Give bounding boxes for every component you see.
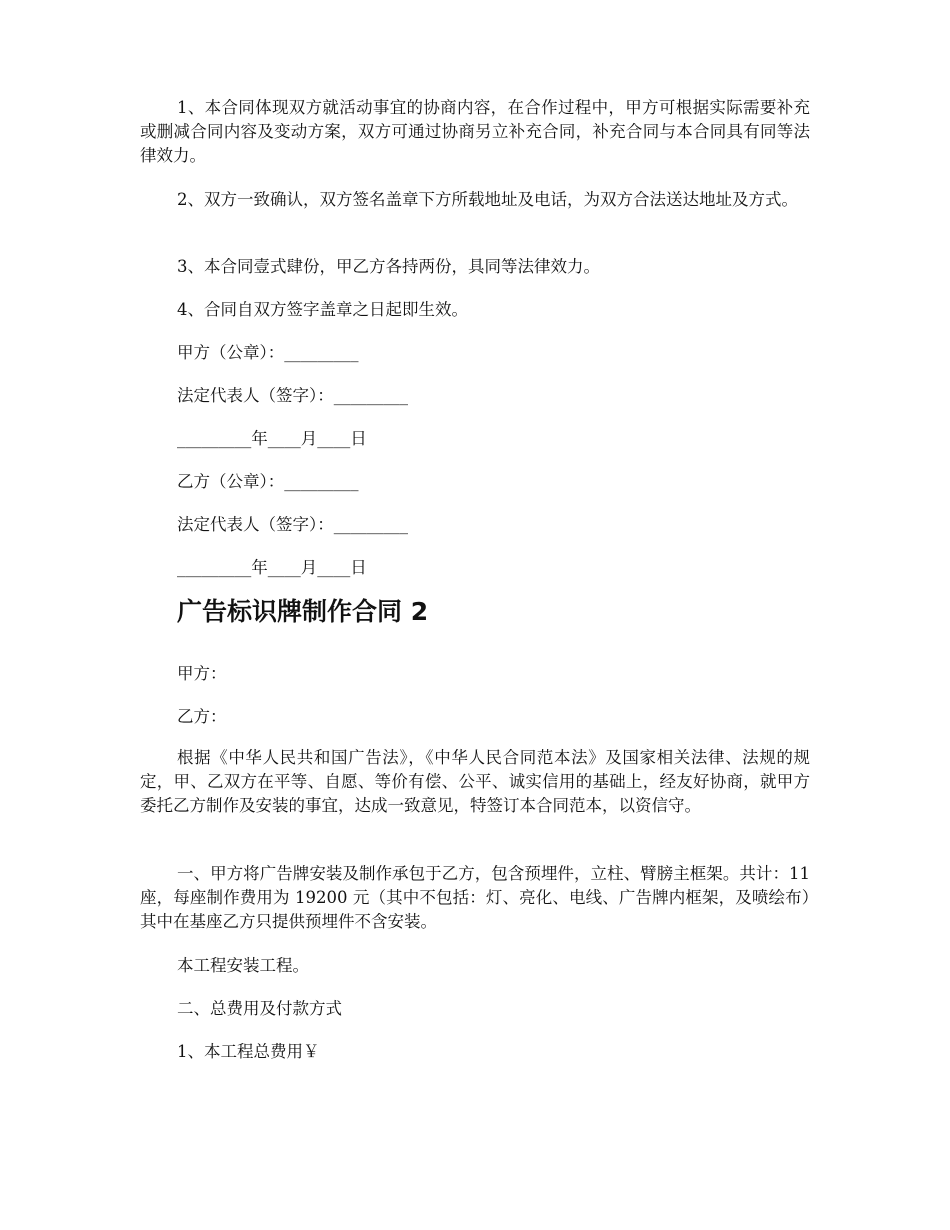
party-a-representative-line: 法定代表人（签字）：_________: [177, 386, 408, 405]
party-b-date-line: _________年____月____日: [177, 558, 367, 577]
total-cost-line: 1、本工程总费用￥: [177, 1042, 320, 1061]
section-2-heading: 二、总费用及付款方式: [177, 999, 342, 1018]
project-line: 本工程安装工程。: [177, 956, 309, 975]
party-a-date-line: _________年____月____日: [177, 429, 367, 448]
party-b-label: 乙方：: [177, 707, 227, 726]
clause-1: 1、本合同体现双方就活动事宜的协商内容，在合作过程中，甲方可根据实际需要补充或删减合同内容及变动方案，双方可通过协商另立补充合同，补充合同与本合同具有同等法律效力。: [140, 98, 810, 165]
clause-2: 2、双方一致确认，双方签名盖章下方所载地址及电话，为双方合法送达地址及方式。: [177, 190, 798, 209]
clause-4: 4、合同自双方签字盖章之日起即生效。: [177, 300, 468, 319]
party-b-representative-line: 法定代表人（签字）：_________: [177, 515, 408, 534]
contract-2-title: 广告标识牌制作合同 2: [177, 597, 429, 626]
party-a-label: 甲方：: [177, 664, 227, 683]
clause-3: 3、本合同壹式肆份，甲乙方各持两份，具同等法律效力。: [177, 257, 600, 276]
party-b-seal-line: 乙方（公章）：_________: [177, 472, 359, 491]
section-1-paragraph: 一、甲方将广告牌安装及制作承包于乙方，包含预埋件，立柱、臂膀主框架。共计：11 座，每座制作费用为 19200 元（其中不包括：灯、亮化、电线、广告牌内框架，及喷绘布）其中在基座乙方只提供预埋件不含安装。: [140, 864, 810, 931]
party-a-seal-line: 甲方（公章）：_________: [177, 343, 359, 362]
preamble-paragraph: 根据《中华人民共和国广告法》，《中华人民合同范本法》及国家相关法律、法规的规定，甲、乙双方在平等、自愿、等价有偿、公平、诚实信用的基础上，经友好协商，就甲方委托乙方制作及安装的事宜，达成一致意见，特签订本合同范本，以资信守。: [140, 748, 810, 815]
